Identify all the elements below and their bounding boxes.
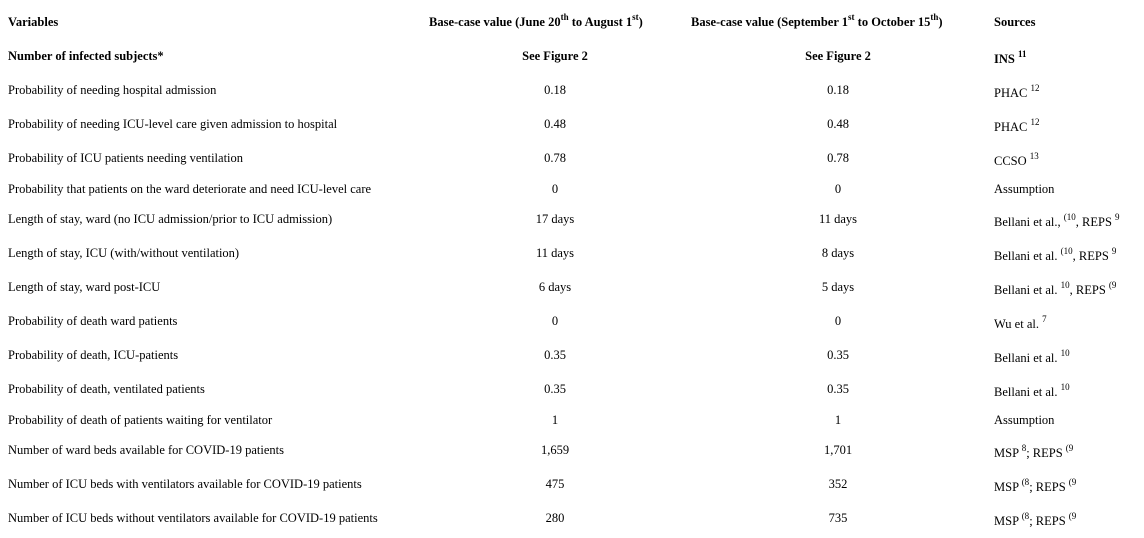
source-cell: Bellani et al. $^{10}$, REPS $^{(9}$ <box>994 280 1117 297</box>
table-row <box>0 115 1144 139</box>
source-cell: Bellani et al. $^{(10}$, REPS $^9$ <box>994 246 1117 263</box>
table-row <box>0 475 1144 499</box>
source-cell: MSP $^8$; REPS $^{(9}$ <box>994 443 1074 460</box>
source-cell: PHAC $^{12}$ <box>994 117 1040 134</box>
variable-cell: Probability of death of patients waiting for ventilator <box>8 413 273 427</box>
header-sources: Sources <box>994 15 1036 29</box>
table-row <box>0 149 1144 173</box>
table-row <box>0 312 1144 336</box>
variable-cell: Probability that patients on the ward deteriorate and need ICU-level care <box>8 182 372 196</box>
value-summer-cell: 0.78 <box>544 151 566 165</box>
variable-cell: Probability of death ward patients <box>8 314 178 328</box>
value-summer-cell: 0.35 <box>544 382 566 396</box>
value-autumn-cell: 8 days <box>821 246 855 260</box>
source-cell: Assumption <box>994 182 1055 196</box>
table-row <box>0 509 1144 533</box>
table-row <box>0 346 1144 370</box>
value-summer-cell: 0 <box>551 182 559 196</box>
value-autumn-cell: 735 <box>828 511 848 525</box>
source-cell: Bellani et al., $^{(10}$, REPS $^9$ <box>994 212 1120 229</box>
table-row <box>0 47 1144 71</box>
source-cell: Bellani et al. $^{10}$ <box>994 382 1070 399</box>
value-summer-cell: 17 days <box>535 212 575 226</box>
value-autumn-cell: 352 <box>828 477 848 491</box>
value-summer-cell: 11 days <box>535 246 575 260</box>
value-summer-cell: 1,659 <box>540 443 570 457</box>
variable-cell: Probability of death, ventilated patients <box>8 382 205 396</box>
value-summer-cell: 0.18 <box>544 83 566 97</box>
table-row <box>0 278 1144 302</box>
value-summer-cell: See Figure 2 <box>522 49 588 63</box>
table-row <box>0 81 1144 105</box>
source-cell: MSP $^{(8}$; REPS $^{(9}$ <box>994 511 1077 528</box>
table-row <box>0 441 1144 465</box>
value-summer-cell: 1 <box>551 413 559 427</box>
value-summer-cell: 6 days <box>538 280 572 294</box>
value-summer-cell: 0.35 <box>544 348 566 362</box>
value-summer-cell: 280 <box>545 511 565 525</box>
header-base-case-summer: Base-case value (June 20th to August 1st) <box>429 12 643 29</box>
variable-cell: Number of ICU beds with ventilators available for COVID-19 patients <box>8 477 362 491</box>
value-summer-cell: 0 <box>551 314 559 328</box>
value-autumn-cell: 0 <box>834 314 842 328</box>
value-autumn-cell: 11 days <box>818 212 858 226</box>
table-row <box>0 380 1144 404</box>
table-row <box>0 180 1144 204</box>
variable-cell: Probability of ICU patients needing ventilation <box>8 151 244 165</box>
value-autumn-cell: 0.18 <box>827 83 849 97</box>
header-row <box>0 13 1144 37</box>
variable-cell: Probability of needing ICU-level care given admission to hospital <box>8 117 338 131</box>
variable-cell: Length of stay, ward (no ICU admission/prior to ICU admission) <box>8 212 333 226</box>
value-autumn-cell: 0.35 <box>827 348 849 362</box>
value-autumn-cell: 0.48 <box>827 117 849 131</box>
source-cell: Bellani et al. $^{10}$ <box>994 348 1070 365</box>
variable-cell: Probability of needing hospital admission <box>8 83 217 97</box>
variable-cell: Number of infected subjects* <box>8 49 164 63</box>
variable-cell: Length of stay, ICU (with/without ventilation) <box>8 246 240 260</box>
value-summer-cell: 0.48 <box>544 117 566 131</box>
value-autumn-cell: 5 days <box>821 280 855 294</box>
source-cell: Wu et al. $^7$ <box>994 314 1047 331</box>
value-autumn-cell: See Figure 2 <box>805 49 871 63</box>
variable-cell: Number of ICU beds without ventilators available for COVID-19 patients <box>8 511 378 525</box>
value-autumn-cell: 0 <box>834 182 842 196</box>
table-row <box>0 210 1144 234</box>
variable-cell: Probability of death, ICU-patients <box>8 348 179 362</box>
source-cell: INS $^{11}$ <box>994 49 1027 66</box>
source-cell: Assumption <box>994 413 1055 427</box>
table-row <box>0 411 1144 435</box>
table-row <box>0 244 1144 268</box>
value-autumn-cell: 0.78 <box>827 151 849 165</box>
source-cell: PHAC $^{12}$ <box>994 83 1040 100</box>
header-base-case-autumn: Base-case value (September 1st to October 15th) <box>691 12 943 29</box>
variable-cell: Number of ward beds available for COVID-19 patients <box>8 443 284 457</box>
value-autumn-cell: 1 <box>834 413 842 427</box>
variable-cell: Length of stay, ward post-ICU <box>8 280 161 294</box>
value-autumn-cell: 0.35 <box>827 382 849 396</box>
header-variables: Variables <box>8 15 59 29</box>
source-cell: CCSO $^{13}$ <box>994 151 1039 168</box>
value-summer-cell: 475 <box>545 477 565 491</box>
value-autumn-cell: 1,701 <box>823 443 853 457</box>
source-cell: MSP $^{(8}$; REPS $^{(9}$ <box>994 477 1077 494</box>
